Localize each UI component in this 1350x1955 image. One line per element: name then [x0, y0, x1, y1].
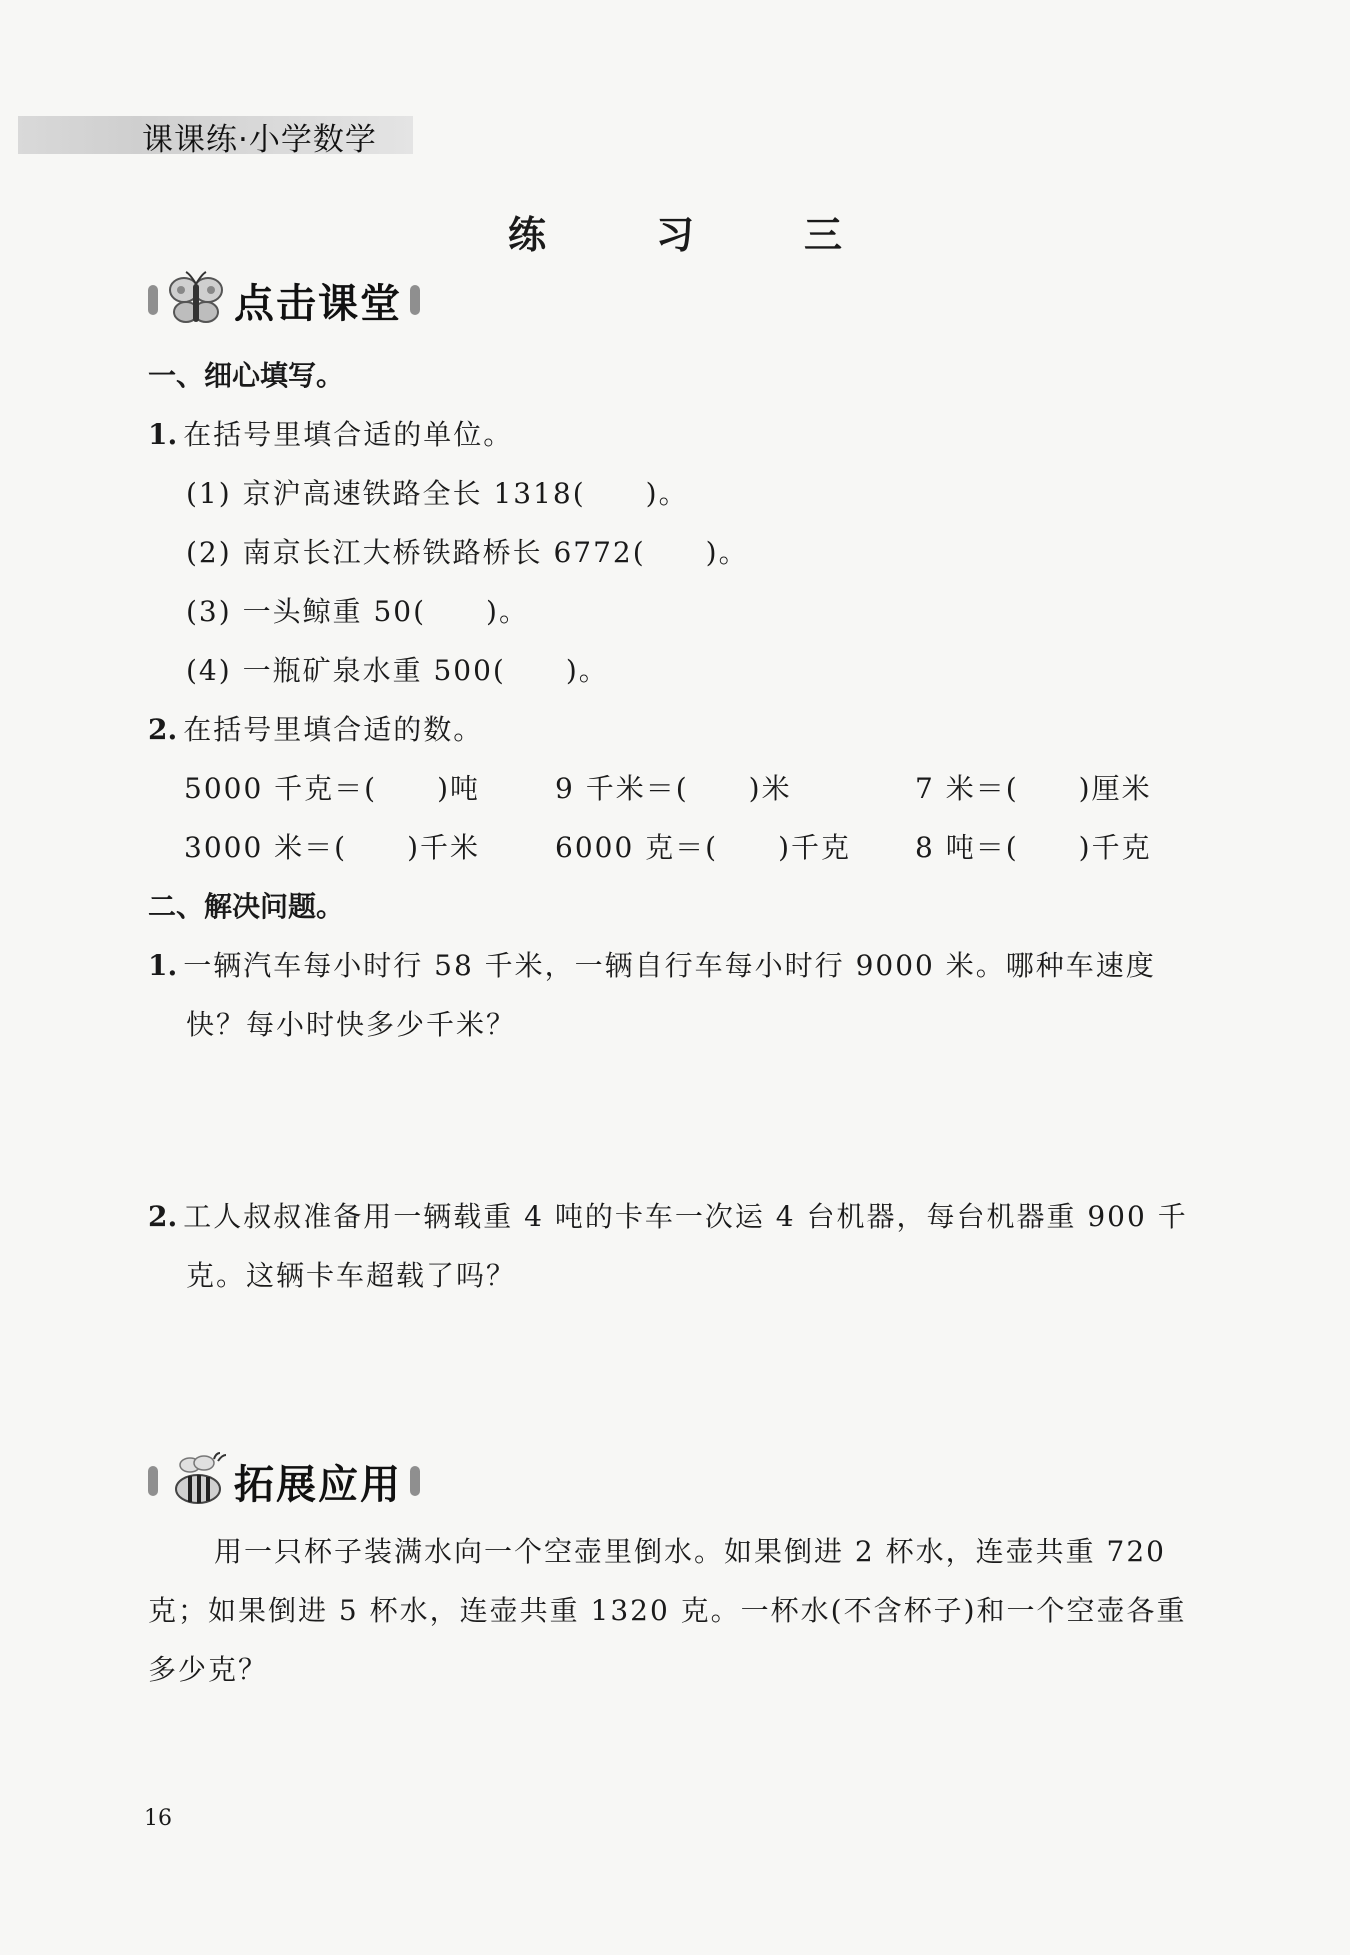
extension-problem-line1: 用一只杯子装满水向一个空壶里倒水。如果倒进 2 杯水，连壶共重 720: [214, 1535, 1166, 1568]
conversion-cell: 6000 克＝( )千克: [555, 831, 852, 864]
question-number: 2.: [148, 1200, 178, 1233]
butterfly-icon: [164, 270, 228, 330]
section-banner-extension: [148, 1453, 420, 1509]
problem-2-2-line1: [148, 1195, 1188, 1235]
conversion-cell: 5000 千克＝( )吨: [184, 772, 481, 805]
banner-left-bracket: [148, 285, 158, 315]
conversion-cell: 8 吨＝( )千克: [915, 831, 1152, 864]
question-text: 在括号里填合适的数。: [183, 713, 484, 746]
fill-item-2: (2) 南京长江大桥铁路桥长 6772( )。: [186, 536, 749, 569]
problem-2-1-line1: [148, 944, 1156, 984]
page-title: 练 习 三: [507, 213, 878, 257]
problem-2-1-line2: 快？每小时快多少千米？: [186, 1008, 517, 1041]
extension-problem-line2: 克；如果倒进 5 杯水，连壶共重 1320 克。一杯水(不含杯子)和一个空壶各重: [148, 1594, 1187, 1627]
problem-text: 工人叔叔准备用一辆载重 4 吨的卡车一次运 4 台机器，每台机器重 900 千: [183, 1200, 1188, 1233]
problem-text: 一辆汽车每小时行 58 千米，一辆自行车每小时行 9000 米。哪种车速度: [183, 949, 1156, 982]
banner-left-bracket: [148, 1466, 158, 1496]
page-number: 16: [144, 1806, 172, 1831]
question-1-1: [148, 413, 513, 453]
part1-heading: 一、细心填写。: [148, 359, 345, 392]
problem-2-2-line2: 克。这辆卡车超载了吗？: [186, 1259, 517, 1292]
fill-item-1: (1) 京沪高速铁路全长 1318( )。: [186, 477, 689, 510]
conversion-cell: 7 米＝( )厘米: [915, 772, 1152, 805]
section-banner-label: 拓展应用: [234, 1461, 402, 1508]
question-number: 1.: [148, 418, 178, 451]
fill-item-4: (4) 一瓶矿泉水重 500( )。: [186, 654, 609, 687]
part2-heading: 二、解决问题。: [148, 890, 345, 923]
section-banner-classroom: [148, 272, 420, 328]
banner-right-bracket: [410, 1466, 420, 1496]
conversion-cell: 9 千米＝( )米: [555, 772, 792, 805]
question-1-2: [148, 708, 483, 748]
extension-problem-line3: 多少克？: [148, 1653, 269, 1686]
book-title: 课课练·小学数学: [142, 122, 377, 158]
question-number: 2.: [148, 713, 178, 746]
bee-icon: [164, 1451, 228, 1511]
conversion-cell: 3000 米＝( )千米: [184, 831, 481, 864]
fill-item-3: (3) 一头鲸重 50( )。: [186, 595, 529, 628]
question-number: 1.: [148, 949, 178, 982]
section-banner-label: 点击课堂: [234, 280, 402, 327]
question-text: 在括号里填合适的单位。: [183, 418, 514, 451]
banner-right-bracket: [410, 285, 420, 315]
